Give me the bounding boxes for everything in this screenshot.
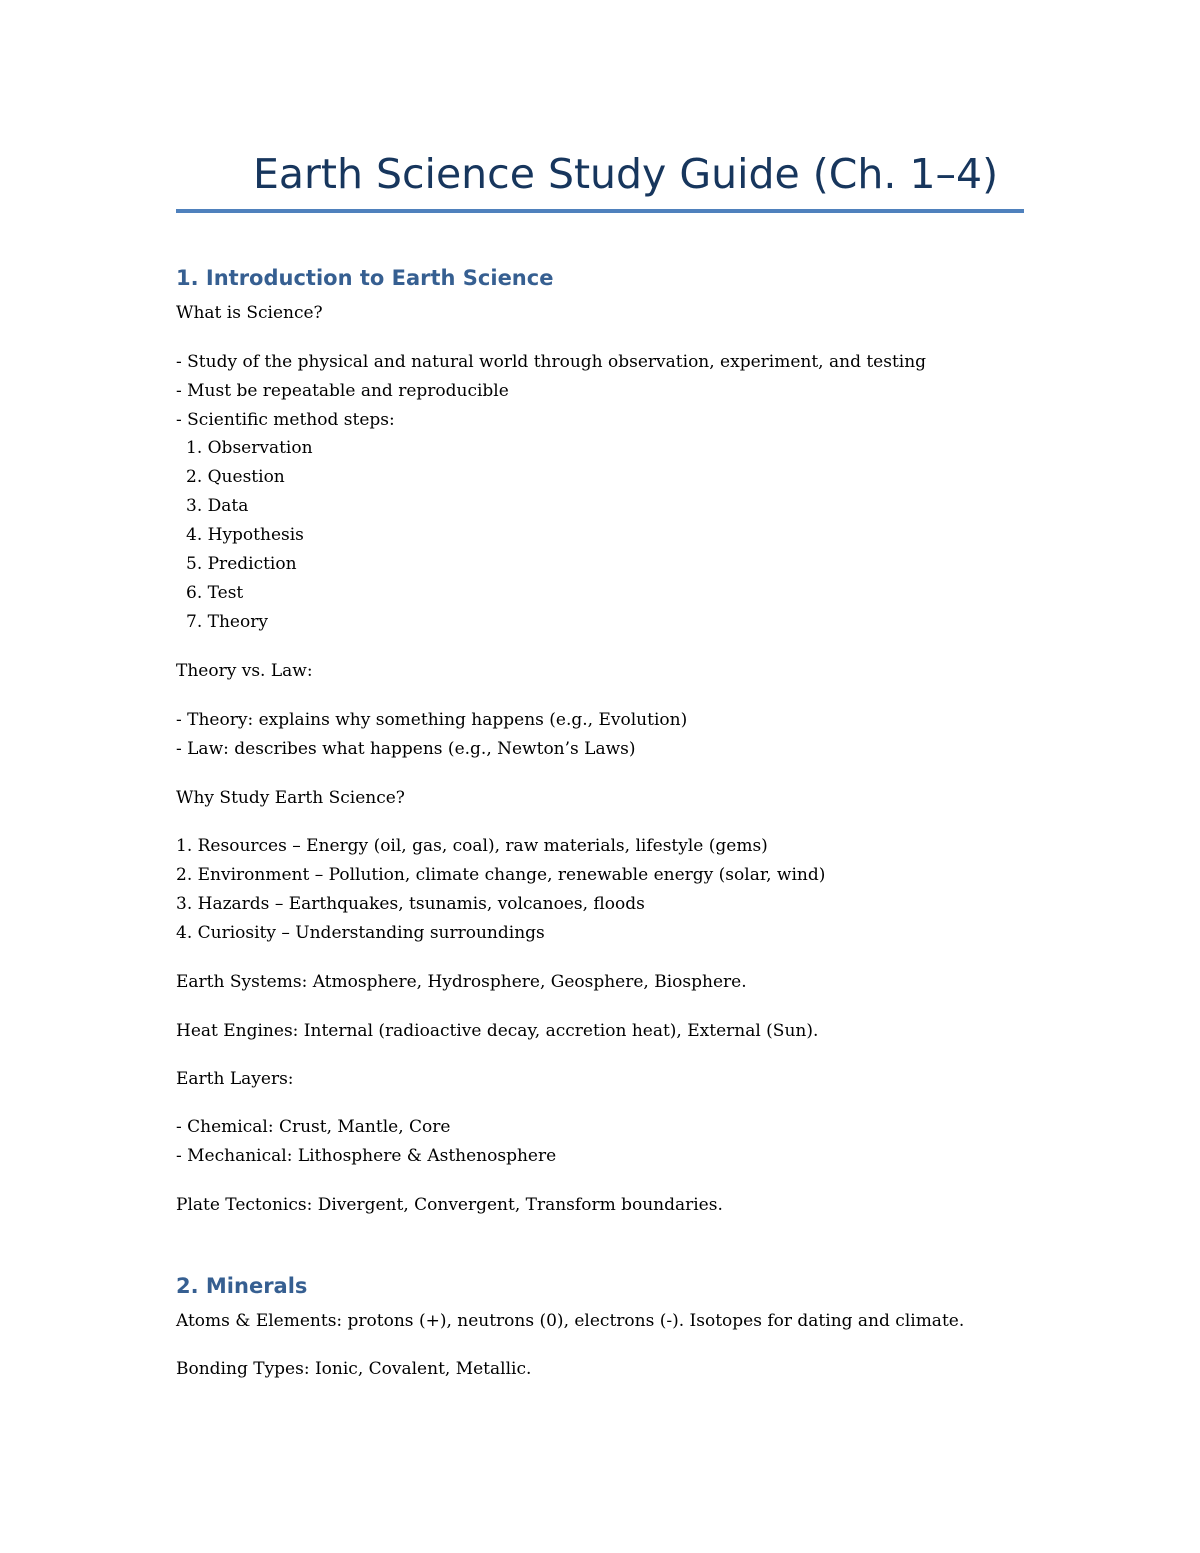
- heat-engines-text: Heat Engines: Internal (radioactive decay, accretion heat), External (Sun).: [176, 1021, 819, 1041]
- document-title: Earth Science Study Guide (Ch. 1–4): [253, 150, 999, 198]
- science-point: - Scientific method steps:: [176, 410, 395, 430]
- why-point: 1. Resources – Energy (oil, gas, coal), raw materials, lifestyle (gems): [176, 836, 768, 856]
- theory-vs-law-label: Theory vs. Law:: [176, 661, 313, 681]
- earth-layers-label: Earth Layers:: [176, 1069, 294, 1089]
- method-step: 2. Question: [186, 467, 285, 487]
- section-1-heading: 1. Introduction to Earth Science: [176, 266, 554, 290]
- why-point: 3. Hazards – Earthquakes, tsunamis, volcanoes, floods: [176, 894, 645, 914]
- theory-law-point: - Law: describes what happens (e.g., Newton’s Laws): [176, 739, 636, 759]
- method-step: 6. Test: [186, 583, 244, 603]
- why-point: 2. Environment – Pollution, climate change, renewable energy (solar, wind): [176, 865, 826, 885]
- bonding-types-text: Bonding Types: Ionic, Covalent, Metallic.: [176, 1359, 532, 1379]
- earth-systems-text: Earth Systems: Atmosphere, Hydrosphere, Geosphere, Biosphere.: [176, 972, 747, 992]
- why-study-label: Why Study Earth Science?: [176, 788, 405, 808]
- plate-tectonics-text: Plate Tectonics: Divergent, Convergent, Transform boundaries.: [176, 1195, 723, 1215]
- layer-point: - Mechanical: Lithosphere & Asthenosphere: [176, 1146, 557, 1166]
- method-step: 3. Data: [186, 496, 249, 516]
- title-underline-rule: [176, 209, 1024, 213]
- what-is-science-label: What is Science?: [176, 303, 323, 323]
- why-point: 4. Curiosity – Understanding surroundings: [176, 923, 545, 943]
- method-step: 7. Theory: [186, 612, 268, 632]
- layer-point: - Chemical: Crust, Mantle, Core: [176, 1117, 451, 1137]
- method-step: 1. Observation: [186, 438, 313, 458]
- science-point: - Must be repeatable and reproducible: [176, 381, 509, 401]
- method-step: 4. Hypothesis: [186, 525, 304, 545]
- science-point: - Study of the physical and natural world through observation, experiment, and testing: [176, 352, 927, 372]
- atoms-elements-text: Atoms & Elements: protons (+), neutrons (0), electrons (-). Isotopes for dating and climate.: [176, 1311, 965, 1331]
- theory-law-point: - Theory: explains why something happens (e.g., Evolution): [176, 710, 688, 730]
- section-2-heading: 2. Minerals: [176, 1274, 308, 1298]
- method-step: 5. Prediction: [186, 554, 297, 574]
